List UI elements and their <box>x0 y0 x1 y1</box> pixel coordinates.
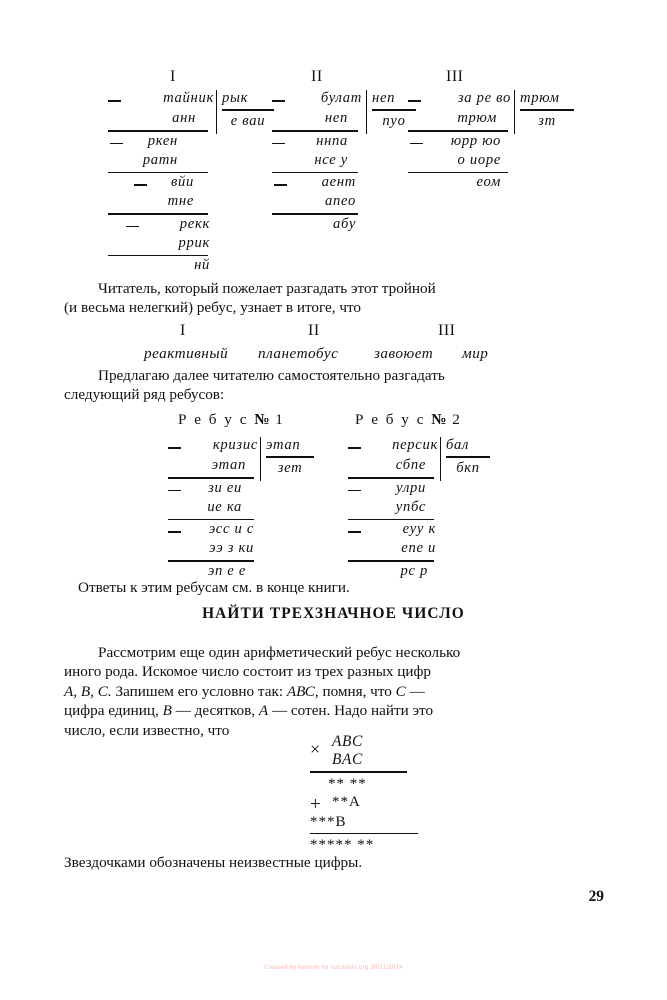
minus-dash <box>274 184 287 186</box>
division-row-text: ратн <box>142 151 178 168</box>
division-row-text: ррик <box>178 234 210 251</box>
division-row <box>168 521 260 540</box>
rebus-caption-no: № <box>431 411 447 428</box>
paragraph-line: Читатель, который пожелает разгадать этот тройной <box>98 280 436 297</box>
answers-note <box>78 578 602 597</box>
division-row-text: ннпа <box>316 132 348 149</box>
partial-product-1-row <box>310 775 460 793</box>
minus-dash <box>348 531 361 533</box>
partial-product-1: ** ** <box>328 775 367 792</box>
divisor-quotient-group <box>216 90 274 134</box>
division-rule <box>348 477 434 479</box>
partial-product-3: ***B <box>310 813 347 830</box>
division-rule <box>168 560 254 562</box>
minus-dash <box>408 100 421 102</box>
plus-sign: + <box>310 793 322 815</box>
division-row-text: за ре во <box>457 90 511 106</box>
multiplier: BAC <box>332 751 363 768</box>
division-row-text: нсе у <box>314 151 348 168</box>
multiplication-rule-top <box>310 771 407 773</box>
division-rule <box>168 519 254 521</box>
division-row <box>108 257 216 276</box>
paragraph-fragment: , помня, что <box>314 682 396 700</box>
watermark: Created by ketxom for rutracker.org 30/11/2014 <box>264 964 403 971</box>
paragraph-fragment: Запишем его условно так: <box>111 682 287 700</box>
answer-roman-row <box>108 322 528 342</box>
paragraph-fragment: — <box>405 682 425 700</box>
rebus-2-caption <box>355 411 462 429</box>
division-row-text: ие ка <box>207 498 242 515</box>
division-column-i <box>108 90 266 276</box>
division-row <box>108 193 216 212</box>
divisor-quotient-group <box>514 90 574 134</box>
triple-rebus-block <box>108 68 568 274</box>
minus-dash <box>108 100 121 102</box>
closing-note-text: Звездочками обозначены неизвестные цифры. <box>64 854 363 871</box>
minus-dash <box>126 226 139 228</box>
divisor: рык <box>222 90 249 106</box>
division-column-iii <box>408 90 568 193</box>
division-rule <box>348 560 434 562</box>
division-row-text: эп е е <box>207 562 246 579</box>
division-row <box>108 90 216 110</box>
division-row <box>348 499 440 518</box>
answers-note-text: Ответы к этим ребусам см. в конце книги. <box>78 579 350 596</box>
variable-b: В <box>162 702 172 720</box>
division-row <box>108 216 216 235</box>
division-row-text: еом <box>476 174 501 191</box>
minus-dash <box>168 490 181 492</box>
section-heading: НАЙТИ ТРЕХЗНАЧНОЕ ЧИСЛО <box>202 605 465 622</box>
quotient: бкп <box>456 459 480 476</box>
rebus-caption-num: 2 <box>452 411 462 428</box>
division-row-text: зи еи <box>208 479 242 496</box>
division-row <box>348 540 440 559</box>
divisor: этап <box>266 437 301 453</box>
division-row <box>272 174 364 193</box>
answer-word-4: мир <box>462 345 489 362</box>
divisor: неп <box>372 90 396 106</box>
variable-a: А <box>258 702 269 720</box>
division-row <box>168 457 260 476</box>
division-rule <box>272 130 358 132</box>
paragraph-line: следующий ряд ребусов: <box>64 386 225 404</box>
division-row <box>168 437 260 457</box>
division-row <box>108 235 216 254</box>
division-row <box>408 90 513 110</box>
division-rule <box>108 213 208 215</box>
rebus-1-caption <box>178 411 285 429</box>
roman-numeral-header <box>108 68 568 88</box>
paragraph-offer-rebuses <box>64 366 602 405</box>
division-row-text: еуу к <box>402 521 436 538</box>
division-row-text: трюм <box>457 110 497 126</box>
roman-numeral-iii: III <box>446 68 464 85</box>
division-row-text: вйи <box>170 174 194 191</box>
division-row <box>348 437 440 457</box>
division-row <box>272 193 364 212</box>
paragraph-fragment: цифра единиц, <box>64 702 163 720</box>
division-row-text: рс р <box>400 562 428 579</box>
minus-dash <box>348 447 361 449</box>
division-row-text: о иоре <box>457 151 501 168</box>
division-row-text: персик <box>392 437 438 453</box>
result-row <box>310 836 460 854</box>
rebus-caption-no: № <box>254 411 270 428</box>
division-rule <box>272 172 358 174</box>
multiplication-puzzle <box>310 733 460 854</box>
division-row-text: тайник <box>163 90 214 106</box>
division-row <box>168 480 260 499</box>
variable-abc-list: А, В, С. <box>64 682 112 700</box>
division-row-text: епе и <box>401 540 436 557</box>
paragraph-three-digit-intro <box>64 643 602 740</box>
rebus-caption-num: 1 <box>275 411 285 428</box>
roman-numeral-ii: II <box>311 68 323 85</box>
division-row-text: этап <box>211 457 246 473</box>
division-row <box>108 133 216 152</box>
minus-dash <box>134 184 147 186</box>
variable-abc: АВС <box>286 682 315 700</box>
division-row-text: ээ з ки <box>209 540 254 557</box>
answer-word-3: завоюет <box>374 345 434 362</box>
rebus-1-division <box>168 437 308 582</box>
divisor: бал <box>446 437 470 453</box>
partial-product-2-row <box>310 793 460 813</box>
page-number: 29 <box>588 888 604 905</box>
division-row-text: неп <box>324 110 348 126</box>
quotient: зет <box>277 459 303 476</box>
division-rule <box>408 172 508 174</box>
division-row <box>168 540 260 559</box>
division-row <box>408 174 513 193</box>
division-rule <box>108 255 208 257</box>
division-rule <box>272 213 358 215</box>
paragraph-fragment: — десятков, <box>171 702 259 720</box>
paragraph-line: Рассмотрим еще один арифметический ребус несколько <box>98 644 461 661</box>
division-row <box>272 90 364 110</box>
multiplicand-row <box>310 733 460 759</box>
answer-roman-ii: II <box>308 322 320 339</box>
divisor-quotient-group <box>260 437 314 481</box>
quotient: зт <box>538 112 556 129</box>
answer-words-row <box>144 345 544 363</box>
division-row-text: аент <box>321 174 356 191</box>
roman-numeral-i: I <box>170 68 176 85</box>
paragraph-line: (и весьма нелегкий) ребус, узнает в итоге, что <box>64 299 362 317</box>
minus-dash <box>168 531 181 533</box>
closing-note <box>64 853 602 872</box>
division-row <box>168 499 260 518</box>
paragraph-line: число, если известно, что <box>64 721 230 739</box>
answer-word-1: реактивный <box>144 345 229 362</box>
rebus-2-division <box>348 437 488 582</box>
partial-product-3-row <box>310 813 460 831</box>
division-row-text: сбпе <box>395 457 426 473</box>
division-row-text: юрр юо <box>450 132 501 149</box>
division-row <box>348 480 440 499</box>
division-row <box>272 216 364 235</box>
result: ***** ** <box>310 837 375 853</box>
division-row <box>108 110 216 129</box>
multiplier-row <box>310 751 460 769</box>
minus-dash <box>168 447 181 449</box>
division-rule <box>348 519 434 521</box>
rebus-caption-prefix: Р е б у с <box>355 411 426 428</box>
multiplication-rule-bottom <box>310 833 418 835</box>
division-row-text: тне <box>167 193 194 210</box>
divisor-quotient-group <box>440 437 490 481</box>
division-row-text: абу <box>332 215 356 232</box>
quotient: пуо <box>382 112 406 129</box>
division-row-text: рекк <box>179 215 210 232</box>
division-row-text: булат <box>320 90 362 106</box>
division-row <box>272 110 364 129</box>
paragraph-line: Предлагаю далее читателю самостоятельно разгадать <box>98 367 445 384</box>
division-row <box>408 152 513 171</box>
division-row-text: апео <box>325 193 356 210</box>
paragraph-reader-intro <box>64 279 602 318</box>
divisor: трюм <box>520 90 560 106</box>
division-rule <box>408 130 508 132</box>
division-row <box>408 133 513 152</box>
division-row <box>108 174 216 193</box>
minus-dash <box>272 100 285 102</box>
minus-dash <box>410 143 423 145</box>
minus-dash <box>110 143 123 145</box>
division-column-ii <box>272 90 406 235</box>
division-row-text: кризис <box>212 437 258 453</box>
division-rule <box>108 130 208 132</box>
division-row-text: упбс <box>395 498 426 515</box>
division-row <box>272 152 364 171</box>
answer-word-2: планетобус <box>258 345 339 362</box>
variable-c: С <box>395 682 406 700</box>
division-row-text: анн <box>172 110 196 126</box>
quotient: е ваи <box>230 112 266 129</box>
division-rule <box>168 477 254 479</box>
answer-roman-iii: III <box>438 322 456 339</box>
division-rule <box>108 172 208 174</box>
rebus-caption-prefix: Р е б у с <box>178 411 249 428</box>
division-row <box>108 152 216 171</box>
division-row <box>272 133 364 152</box>
paragraph-fragment: — сотен. Надо найти это <box>268 702 434 720</box>
minus-dash <box>348 490 361 492</box>
division-row-text: улри <box>396 479 426 496</box>
partial-product-2: **A <box>332 793 361 810</box>
multiply-sign: × <box>310 739 321 759</box>
answer-roman-i: I <box>180 322 186 339</box>
paragraph-line: иного рода. Искомое число состоит из трех разных цифр <box>64 663 431 681</box>
minus-dash <box>272 143 285 145</box>
division-row-text: эсс и с <box>208 521 254 538</box>
division-row-text: нй <box>194 257 210 274</box>
division-row <box>348 457 440 476</box>
division-row <box>408 110 513 129</box>
division-row-text: ркен <box>147 132 178 149</box>
multiplicand: ABC <box>332 733 363 750</box>
division-row <box>348 521 440 540</box>
